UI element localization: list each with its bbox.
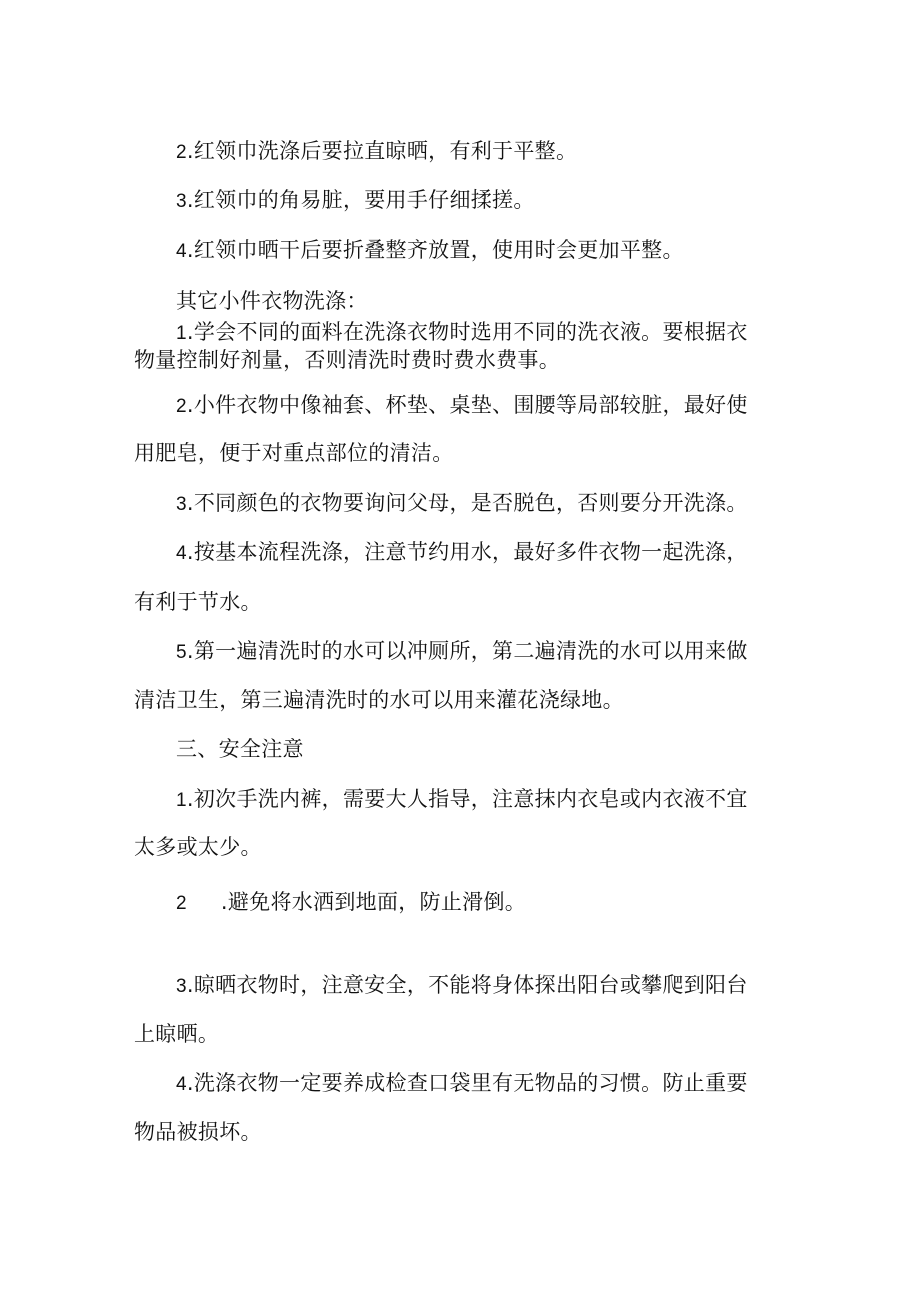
item-text: .红领巾晒干后要折叠整齐放置，使用时会更加平整。 bbox=[186, 238, 684, 262]
red-scarf-item-3 bbox=[176, 186, 535, 216]
item-number: 3 bbox=[176, 494, 187, 515]
item-text: .红领巾洗涤后要拉直晾晒，有利于平整。 bbox=[186, 139, 578, 163]
small-items-item-5-line-2: 清洁卫生，第三遍清洗时的水可以用来灌花浇绿地。 bbox=[134, 688, 624, 712]
item-text: .初次手洗内裤，需要大人指导，注意抹内衣皂或内衣液不宜 bbox=[186, 787, 748, 811]
safety-item-2 bbox=[176, 888, 526, 918]
red-scarf-item-2 bbox=[176, 137, 577, 167]
safety-item-3-line-2: 上晾晒。 bbox=[134, 1022, 220, 1046]
item-number: 2 bbox=[176, 142, 187, 163]
small-items-heading: 其它小件衣物洗涤： bbox=[176, 289, 368, 313]
item-text: .按基本流程洗涤，注意节约用水，最好多件衣物一起洗涤， bbox=[186, 540, 748, 564]
item-text: .学会不同的面料在洗涤衣物时选用不同的洗衣液。要根据衣 bbox=[186, 320, 748, 344]
item-text: .红领巾的角易脏，要用手仔细揉搓。 bbox=[186, 188, 535, 212]
safety-item-3-line-1 bbox=[176, 971, 748, 1001]
safety-item-4-line-2: 物品被损坏。 bbox=[134, 1120, 262, 1144]
red-scarf-item-4 bbox=[176, 236, 684, 266]
item-text: .小件衣物中像袖套、杯垫、桌垫、围腰等局部较脏，最好使 bbox=[186, 393, 748, 417]
safety-item-4-line-1 bbox=[176, 1069, 748, 1099]
small-items-item-2-line-2: 用肥皂，便于对重点部位的清洁。 bbox=[134, 441, 454, 465]
item-number: 2 bbox=[176, 396, 187, 417]
small-items-item-5-line-1 bbox=[176, 637, 748, 667]
item-number: 4 bbox=[176, 543, 187, 564]
item-number: 1 bbox=[176, 323, 187, 344]
item-number: 3 bbox=[176, 191, 187, 212]
small-items-item-4-line-2: 有利于节水。 bbox=[134, 590, 262, 614]
safety-heading: 三、安全注意 bbox=[176, 737, 304, 761]
item-number: 1 bbox=[176, 790, 187, 811]
item-text: .避免将水洒到地面，防止滑倒。 bbox=[220, 890, 527, 914]
item-text: .洗涤衣物一定要养成检查口袋里有无物品的习惯。防止重要 bbox=[186, 1071, 748, 1095]
small-items-item-2-line-1 bbox=[176, 391, 748, 421]
safety-item-1-line-1 bbox=[176, 785, 748, 815]
item-number: 2 bbox=[176, 893, 187, 914]
small-items-item-4-line-1 bbox=[176, 538, 748, 568]
safety-item-1-line-2: 太多或太少。 bbox=[134, 835, 262, 859]
item-number: 4 bbox=[176, 241, 187, 262]
small-items-item-1-line-1 bbox=[176, 318, 748, 348]
item-text: .晾晒衣物时，注意安全，不能将身体探出阳台或攀爬到阳台 bbox=[186, 973, 748, 997]
small-items-item-3 bbox=[176, 489, 748, 519]
item-number: 3 bbox=[176, 976, 187, 997]
item-number: 5 bbox=[176, 642, 187, 663]
item-text: .第一遍清洗时的水可以冲厕所，第二遍清洗的水可以用来做 bbox=[186, 639, 748, 663]
item-text: .不同颜色的衣物要询问父母，是否脱色，否则要分开洗涤。 bbox=[186, 491, 748, 515]
small-items-item-1-line-2: 物量控制好剂量，否则清洗时费时费水费事。 bbox=[134, 348, 560, 372]
item-number: 4 bbox=[176, 1074, 187, 1095]
